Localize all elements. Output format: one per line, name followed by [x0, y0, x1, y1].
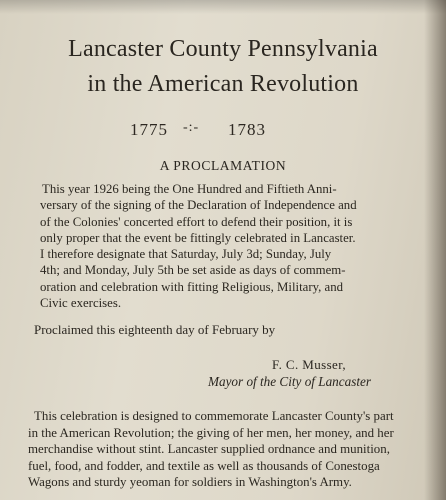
proclamation-line: Civic exercises.	[40, 296, 122, 311]
celebration-line: merchandise without stint. Lancaster supplied ordnance and munition,	[28, 442, 390, 457]
proclamation-line: of the Colonies' concerted effort to defend their position, it is	[40, 214, 353, 229]
proclamation-paragraph	[40, 181, 420, 311]
page-right-shadow	[424, 0, 446, 500]
signer-title: Mayor of the City of Lancaster	[208, 374, 371, 389]
proclamation-line: oration and celebration with fitting Religious, Military, and	[40, 279, 344, 294]
proclamation-line: This year 1926 being the One Hundred and Fiftieth Anni-	[42, 182, 337, 196]
proclamation-title: A PROCLAMATION	[159, 158, 287, 173]
celebration-line: This celebration is designed to commemorate Lancaster County's part	[34, 409, 394, 423]
page-top-shadow	[0, 0, 446, 14]
signer-name: F. C. Musser,	[272, 357, 347, 372]
celebration-paragraph	[28, 408, 418, 491]
heading-line-2: in the American Revolution	[87, 71, 359, 97]
proclamation-line: I therefore designate that Saturday, July 3d; Sunday, July	[40, 247, 332, 262]
proclaimed-date-line: Proclaimed this eighteenth day of February by	[34, 322, 276, 337]
years-separator: -:-	[183, 120, 200, 135]
proclamation-line: 4th; and Monday, July 5th be set aside as days of commem-	[40, 263, 346, 278]
end-year: 1783	[228, 120, 266, 139]
heading-line-1: Lancaster County Pennsylvania	[68, 36, 378, 62]
proclamation-line: versary of the signing of the Declaration of Independence and	[40, 198, 357, 213]
celebration-line: fuel, food, and fodder, and textile as well as thousands of Conestoga	[28, 458, 380, 473]
celebration-line: in the American Revolution; the giving of her men, her money, and her	[28, 425, 394, 440]
proclamation-line: only proper that the event be fittingly celebrated in Lancaster.	[40, 230, 356, 245]
celebration-line: Wagons and sturdy yeoman for soldiers in Washington's Army.	[28, 475, 352, 490]
start-year: 1775	[130, 120, 168, 139]
